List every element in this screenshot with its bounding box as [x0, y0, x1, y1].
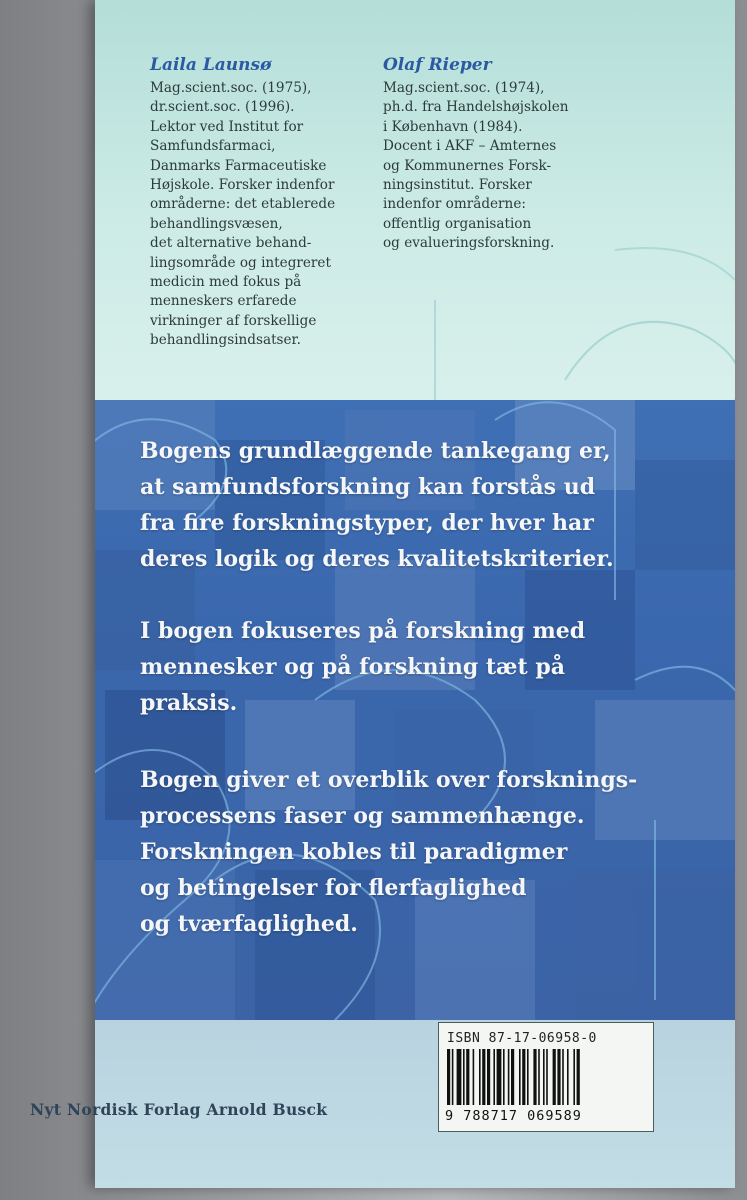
author-name: Laila Launsø	[150, 55, 272, 75]
author-bio-line: Mag.scient.soc. (1975),	[150, 80, 312, 96]
blurb-paragraph-3	[140, 762, 637, 942]
blurb-line: mennesker og på forskning tæt på	[140, 654, 565, 680]
blurb-line: processens faser og sammenhænge.	[140, 803, 585, 829]
blurb-line: Bogen giver et overblik over forsknings-	[140, 767, 638, 793]
author-bio-line: dr.scient.soc. (1996).	[150, 99, 295, 116]
author-name: Olaf Rieper	[383, 55, 492, 75]
blurb-paragraph-2	[140, 613, 585, 721]
author-bio-line: ph.d. fra Handelshøjskolen	[383, 99, 569, 116]
barcode-digits: 9 788717 069589	[445, 1108, 582, 1124]
blurb-line: deres logik og deres kvalitetskriterier.	[140, 546, 614, 572]
author-bio-line: og Kommunernes Forsk-	[383, 157, 552, 174]
author-bio-line: behandlingsvæsen,	[150, 215, 283, 232]
author-bio-line: Samfundsfarmaci,	[150, 138, 276, 155]
author-bio-line: og evalueringsforskning.	[383, 235, 555, 252]
blurb-line: og tværfaglighed.	[140, 911, 358, 937]
author-bio-line: medicin med fokus på	[150, 274, 302, 291]
author-panel	[95, 0, 735, 400]
author-bio-line: indenfor områderne:	[383, 196, 526, 213]
barcode-icon	[445, 1049, 645, 1107]
author-bio-line: menneskers erfarede	[150, 293, 297, 310]
blurb-line: I bogen fokuseres på forskning med	[140, 618, 586, 644]
author-bio-line: Lektor ved Institut for	[150, 118, 304, 135]
author-bio-line: Danmarks Farmaceutiske	[150, 157, 327, 174]
author-block-launso	[150, 55, 335, 351]
author-bio-line: ningsinstitut. Forsker	[383, 177, 532, 194]
author-bio-line: Docent i AKF – Amternes	[383, 138, 557, 155]
author-bio-line: Højskole. Forsker indenfor	[150, 177, 335, 194]
publisher-name: Nyt Nordisk Forlag Arnold Busck	[30, 1100, 328, 1119]
author-block-rieper	[383, 55, 569, 254]
photo-mosaic-panel	[95, 400, 735, 1020]
author-bio-line: offentlig organisation	[383, 215, 532, 232]
author-bio-line: virkninger af forskellige	[150, 312, 317, 329]
blurb-line: praksis.	[140, 690, 238, 716]
author-bio-line: det alternative behand-	[150, 235, 312, 252]
blurb-line: Bogens grundlæggende tankegang er,	[140, 438, 611, 464]
author-bio-line: områderne: det etablerede	[150, 196, 336, 213]
isbn-label: ISBN 87-17-06958-0	[447, 1031, 597, 1046]
author-bio-line: behandlingsindsatser.	[150, 332, 301, 349]
isbn-barcode-box	[438, 1022, 654, 1132]
blurb-line: og betingelser for flerfaglighed	[140, 875, 527, 901]
author-bio-line: i København (1984).	[383, 118, 523, 135]
blurb-line: at samfundsforskning kan forstås ud	[140, 474, 596, 500]
blurb-line: Forskningen kobles til paradigmer	[140, 839, 568, 865]
blurb-paragraph-1	[140, 433, 614, 577]
author-bio-line: Mag.scient.soc. (1974),	[383, 80, 545, 96]
blurb-line: fra fire forskningstyper, der hver har	[140, 510, 594, 536]
book	[95, 0, 735, 1188]
author-bio-line: lingsområde og integreret	[150, 254, 331, 271]
